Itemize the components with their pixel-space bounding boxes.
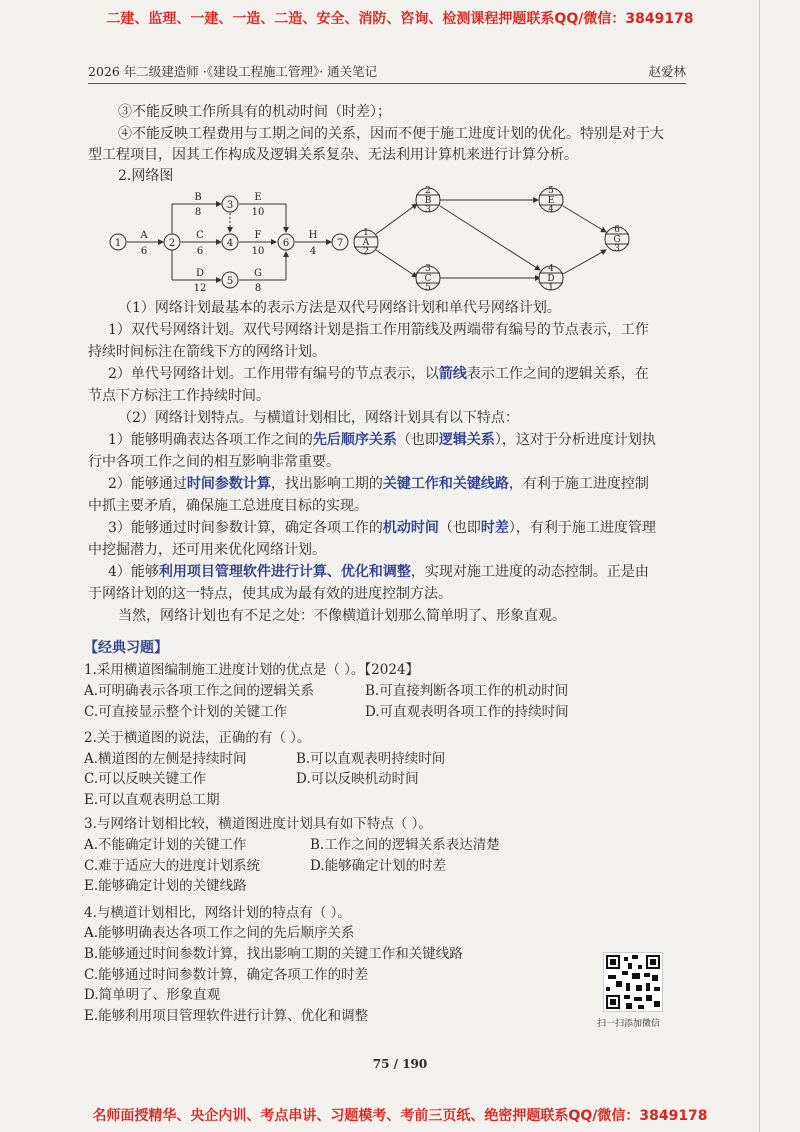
exercise-heading: 【经典习题】 xyxy=(84,640,168,656)
svg-text:B: B xyxy=(424,196,432,206)
page-number: 75 / 190 xyxy=(372,1057,428,1071)
option: C.可直接显示整个计划的关键工作 xyxy=(84,704,288,720)
option: A.能够明确表达各项工作之间的先后顺序关系 xyxy=(84,925,355,941)
text-line: 型工程项目，因其工作构成及逻辑关系复杂、无法利用计算机来进行计算分析。 xyxy=(88,147,578,163)
text-line: 节点下方标注工作持续时间。 xyxy=(88,388,270,404)
aoa-activity: B xyxy=(194,192,202,203)
question: 2.关于横道图的说法，正确的有（ ）。 xyxy=(84,730,311,746)
option: E.可以直观表明总工期 xyxy=(84,792,220,808)
keyword: 机动时间 xyxy=(382,520,439,536)
question: 4.与横道计划相比，网络计划的特点有（ ）。 xyxy=(84,905,351,921)
option: A.不能确定计划的关键工作 xyxy=(84,837,247,853)
svg-text:A: A xyxy=(362,238,370,248)
text-line: 于网络计划的这一特点，使其成为最有效的进度控制方法。 xyxy=(88,586,452,602)
aoa-duration: 8 xyxy=(194,207,202,218)
aoa-duration: 6 xyxy=(140,246,148,257)
text-line: 中挖掘潜力，还可用来优化网络计划。 xyxy=(88,542,326,558)
text-line: 4）能够利用项目管理软件进行计算、优化和调整，实现对施工进度的动态控制。正是由 xyxy=(108,564,649,580)
aoa-duration: 10 xyxy=(251,246,265,257)
svg-text:5: 5 xyxy=(548,186,554,196)
header-title: 2026 年二级建造师 ·《建设工程施工管理》· 通关笔记 xyxy=(88,64,378,79)
keyword: 时间参数计算 xyxy=(186,476,271,492)
svg-text:1: 1 xyxy=(548,283,554,293)
keyword: 时差 xyxy=(480,520,509,536)
option: D.可以反映机动时间 xyxy=(296,771,419,787)
aon-node xyxy=(416,264,440,293)
option: B.能够通过时间参数计算，找出影响工期的关键工作和关键线路 xyxy=(84,946,463,962)
option: A.横道图的左侧是持续时间 xyxy=(84,751,247,767)
aoa-node: 6 xyxy=(282,238,290,249)
aoa-node: 3 xyxy=(226,200,234,211)
aon-node xyxy=(539,186,563,215)
aon-node xyxy=(416,186,440,215)
svg-text:6: 6 xyxy=(614,225,620,235)
svg-text:3: 3 xyxy=(425,264,431,274)
svg-text:C: C xyxy=(424,274,432,284)
text-line: ④不能反映工程费用与工期之间的关系，因而不便于施工进度计划的优化。特别是对于大 xyxy=(118,126,664,142)
svg-text:G: G xyxy=(613,235,621,245)
text-line: 2）单代号网络计划。工作用带有编号的节点表示，以箭线表示工作之间的逻辑关系，在 xyxy=(108,366,649,382)
aoa-node: 5 xyxy=(226,276,234,287)
bottom-banner: 名师面授精华、央企内训、考点串讲、习题模考、考前三页纸、绝密押题联系QQ/微信：3849178 xyxy=(92,1108,708,1124)
aoa-activity: H xyxy=(308,230,318,241)
aoa-duration: 12 xyxy=(193,283,207,294)
keyword: 关键工作和关键线路 xyxy=(382,476,509,492)
option: D.可直观表明各项工作的持续时间 xyxy=(365,704,569,720)
text-line: 中抓主要矛盾，确保施工总进度目标的实现。 xyxy=(88,498,368,514)
keyword: 箭线 xyxy=(438,366,467,382)
text-line: 2）能够通过时间参数计算，找出影响工期的关键工作和关键线路，有利于施工进度控制 xyxy=(108,476,649,492)
text-line: （2）网络计划特点。与横道计划相比，网络计划具有以下特点： xyxy=(118,410,519,426)
top-banner: 二建、监理、一建、一造、二造、安全、消防、咨询、检测课程押题联系QQ/微信：3849178 xyxy=(106,11,694,27)
svg-text:4: 4 xyxy=(548,264,554,274)
running-header xyxy=(88,62,686,84)
aon-node xyxy=(605,225,629,254)
option: D.简单明了、形象直观 xyxy=(84,987,221,1003)
text-line: 3）能够通过时间参数计算，确定各项工作的机动时间（也即时差），有利于施工进度管理 xyxy=(108,520,656,536)
option: E.能够利用项目管理软件进行计算、优化和调整 xyxy=(84,1008,369,1024)
qr-caption: 扫一扫添加微信 xyxy=(597,1019,661,1029)
aoa-duration: 10 xyxy=(251,207,265,218)
aoa-node: 2 xyxy=(168,238,176,249)
aoa-duration: 8 xyxy=(254,283,262,294)
text-line: 持续时间标注在箭线下方的网络计划。 xyxy=(88,344,326,360)
text-line: 行中各项工作之间的相互影响非常重要。 xyxy=(88,454,340,470)
aoa-activity: E xyxy=(254,192,262,203)
option: B.可以直观表明持续时间 xyxy=(296,751,446,767)
qr-code[interactable] xyxy=(603,952,663,1012)
question: 1.采用横道图编制施工进度计划的优点是（ ）。【2024】 xyxy=(84,662,420,678)
option: B.工作之间的逻辑关系表达清楚 xyxy=(310,837,500,853)
network-diagram xyxy=(100,184,680,294)
option: D.能够确定计划的时差 xyxy=(310,858,447,874)
aoa-node: 7 xyxy=(336,238,344,249)
svg-text:4: 4 xyxy=(548,205,554,215)
keyword: 先后顺序关系 xyxy=(312,432,397,448)
aoa-node: 4 xyxy=(226,238,234,249)
aon-node xyxy=(354,228,378,257)
double-code-labels xyxy=(110,192,348,294)
svg-text:2: 2 xyxy=(425,186,431,196)
svg-text:2: 2 xyxy=(363,247,369,257)
header-author: 赵爱林 xyxy=(648,64,686,79)
keyword: 逻辑关系 xyxy=(438,432,495,448)
svg-text:3: 3 xyxy=(425,205,431,215)
aoa-duration: 4 xyxy=(309,246,317,257)
text-line: 当然，网络计划也有不足之处：不像横道计划那么简单明了、形象直观。 xyxy=(118,608,566,624)
option: E.能够确定计划的关键线路 xyxy=(84,878,247,894)
aoa-activity: C xyxy=(196,230,204,241)
option: C.难于适应大的进度计划系统 xyxy=(84,858,261,874)
option: C.能够通过时间参数计算，确定各项工作的时差 xyxy=(84,967,369,983)
svg-text:D: D xyxy=(547,274,555,284)
text-line: ③不能反映工作所具有的机动时间（时差）； xyxy=(118,104,391,120)
text-line: （1）网络计划最基本的表示方法是双代号网络计划和单代号网络计划。 xyxy=(118,300,561,316)
svg-text:5: 5 xyxy=(425,283,431,293)
svg-text:E: E xyxy=(547,196,555,206)
aoa-duration: 6 xyxy=(196,246,204,257)
option: A.可明确表示各项工作之间的逻辑关系 xyxy=(84,683,315,699)
aoa-activity: A xyxy=(140,230,148,241)
svg-text:3: 3 xyxy=(614,244,620,254)
aoa-activity: G xyxy=(254,268,262,279)
question: 3.与网络计划相比较，横道图进度计划具有如下特点（ ）。 xyxy=(84,816,432,832)
text-line: 1）能够明确表达各项工作之间的先后顺序关系（也即逻辑关系），这对于分析进度计划执 xyxy=(108,432,656,448)
svg-text:1: 1 xyxy=(363,228,369,238)
aon-node xyxy=(539,264,563,293)
option: C.可以反映关键工作 xyxy=(84,771,207,787)
option: B.可直接判断各项工作的机动时间 xyxy=(365,683,569,699)
aoa-activity: D xyxy=(195,268,205,279)
text-line: 1）双代号网络计划。双代号网络计划是指工作用箭线及两端带有编号的节点表示，工作 xyxy=(108,322,649,338)
page-edge xyxy=(759,0,760,1132)
aoa-node: 1 xyxy=(114,238,122,249)
keyword: 利用项目管理软件进行计算、优化和调整 xyxy=(158,564,411,580)
section-heading: 2.网络图 xyxy=(118,168,174,184)
single-code-network xyxy=(376,200,606,278)
aoa-activity: F xyxy=(254,230,262,241)
